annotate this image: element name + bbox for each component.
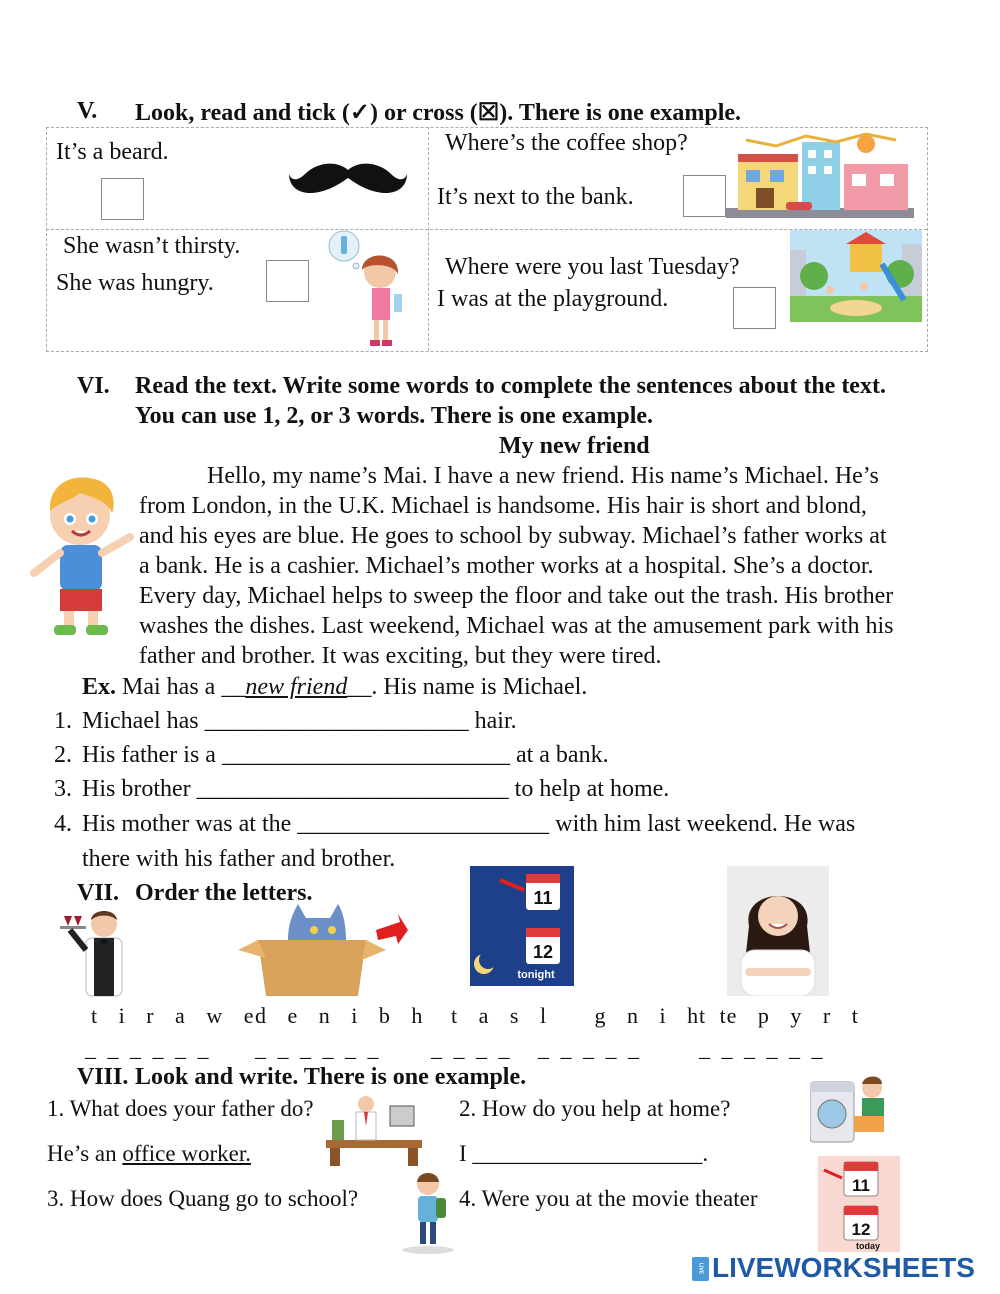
calendar-caption: today <box>855 1241 881 1251</box>
section-8-number: VIII. <box>77 1064 129 1090</box>
section-8-question-1: 1. What does your father do? <box>47 1096 314 1121</box>
calendar-bottom-number: 12 <box>532 942 554 962</box>
question-number: 2. <box>54 742 72 768</box>
story-line: and his eyes are blue. He goes to school by subway. Michael’s father works at <box>139 523 887 549</box>
story-line: a bank. He is a cashier. Michael’s mother works at a hospital. She’s a doctor. <box>139 553 874 579</box>
calendar-caption: tonight <box>517 969 555 981</box>
tonight-calendar-image <box>470 866 574 986</box>
scrambled-word-3: t a s l g n i h t <box>451 1003 734 1028</box>
section-7-heading: Order the letters. <box>135 880 313 906</box>
question-4[interactable]: His mother was at the _____________________ with him last weekend. He was <box>82 811 856 837</box>
cell-text: Where were you last Tuesday? <box>445 254 740 280</box>
answer-blank-3[interactable]: _ _ _ _ _ _ _ _ _ <box>431 1036 642 1061</box>
answer-box[interactable] <box>683 175 726 217</box>
boy-walking-image <box>398 1170 456 1254</box>
section-8-question-3: 3. How does Quang go to school? <box>47 1186 359 1211</box>
section-6-heading-line1: Read the text. Write some words to complete the sentences about the text. <box>135 373 886 399</box>
question-2[interactable]: His father is a ________________________ at a bank. <box>82 742 609 768</box>
section-8-answer-1 <box>47 1141 251 1167</box>
example-sentence <box>82 674 587 701</box>
example-post: __. His name is Michael. <box>347 674 588 700</box>
liveworksheets-logo[interactable]: LIVEWORKSHEETS <box>712 1252 975 1283</box>
section-6-heading-line2: You can use 1, 2, or 3 words. There is one example. <box>135 403 654 429</box>
story-line: from London, in the U.K. Michael is handsome. His hair is short and blond, <box>139 493 867 519</box>
mustache-icon <box>287 160 409 198</box>
answer-1-text: office worker. <box>122 1141 251 1166</box>
section-8-question-2: 2. How do you help at home? <box>459 1096 731 1121</box>
scrambled-word-4: t e p y r t <box>699 1003 866 1028</box>
pretty-woman-image <box>727 866 829 996</box>
question-number: 4. <box>54 811 72 837</box>
question-4-continued: there with his father and brother. <box>82 846 396 872</box>
cell-text: She was hungry. <box>56 270 214 296</box>
answer-blank-4[interactable]: _ _ _ _ _ _ <box>699 1036 826 1061</box>
example-label: Ex. <box>82 674 117 700</box>
story-line: father and brother. It was exciting, but they were tired. <box>139 643 662 669</box>
section-5-number: V. <box>77 98 98 124</box>
calendar-top-number: 11 <box>852 1176 870 1195</box>
logo-side-text: LIVE <box>697 1263 704 1275</box>
calendar-top-number: 11 <box>533 888 553 908</box>
thirsty-girl-image <box>322 230 418 352</box>
question-1[interactable]: Michael has ______________________ hair. <box>82 708 517 734</box>
scrambled-word-1: t i r a w e <box>91 1003 262 1028</box>
section-8-question-4: 4. Were you at the movie theater <box>459 1186 758 1211</box>
coffee-shop-street-image <box>726 130 914 220</box>
waiter-image <box>60 906 144 998</box>
cell-text: I was at the playground. <box>437 286 669 312</box>
answer-box[interactable] <box>733 287 776 329</box>
example-pre: Mai has a __ <box>122 674 246 700</box>
answer-box[interactable] <box>266 260 309 302</box>
scrambled-word-2: d e n i b h <box>255 1003 431 1028</box>
calendar-bottom-number: 12 <box>851 1220 871 1239</box>
section-6-number: VI. <box>77 373 110 399</box>
cat-behind-box-image <box>238 900 408 998</box>
question-3[interactable]: His brother __________________________ to help at home. <box>82 776 670 802</box>
story-line: Hello, my name’s Mai. I have a new friend. His name’s Michael. He’s <box>207 463 879 489</box>
question-number: 3. <box>54 776 72 802</box>
story-title: My new friend <box>499 433 650 459</box>
cell-text: She wasn’t thirsty. <box>63 233 241 259</box>
section-8-heading: Look and write. There is one example. <box>135 1064 527 1090</box>
liveworksheets-logo-icon <box>692 1257 709 1281</box>
question-number: 1. <box>54 708 72 734</box>
table-divider <box>428 127 429 351</box>
office-worker-image <box>326 1094 422 1166</box>
story-line: washes the dishes. Last weekend, Michael was at the amusement park with his <box>139 613 894 639</box>
boy-michael-image <box>30 473 138 639</box>
cell-text: It’s a beard. <box>56 139 169 165</box>
section-5-heading: Look, read and tick (✓) or cross (☒). There is one example. <box>135 100 742 126</box>
boy-doing-laundry-image <box>810 1062 896 1144</box>
answer-blank-2[interactable]: _ _ _ _ _ _ <box>255 1036 382 1061</box>
section-8-answer-2[interactable]: I ____________________. <box>459 1141 709 1166</box>
answer-1-prefix: He’s an <box>47 1141 123 1166</box>
answer-blank-1[interactable]: _ _ _ _ _ _ <box>85 1036 212 1061</box>
playground-image <box>790 230 922 322</box>
today-calendar-image <box>818 1156 900 1252</box>
answer-box[interactable] <box>101 178 144 220</box>
cell-text: Where’s the coffee shop? <box>445 130 688 156</box>
cell-text: It’s next to the bank. <box>437 184 634 210</box>
section-7-number: VII. <box>77 880 120 906</box>
example-answer: new friend <box>245 674 348 700</box>
story-line: Every day, Michael helps to sweep the floor and take out the trash. His brother <box>139 583 894 609</box>
